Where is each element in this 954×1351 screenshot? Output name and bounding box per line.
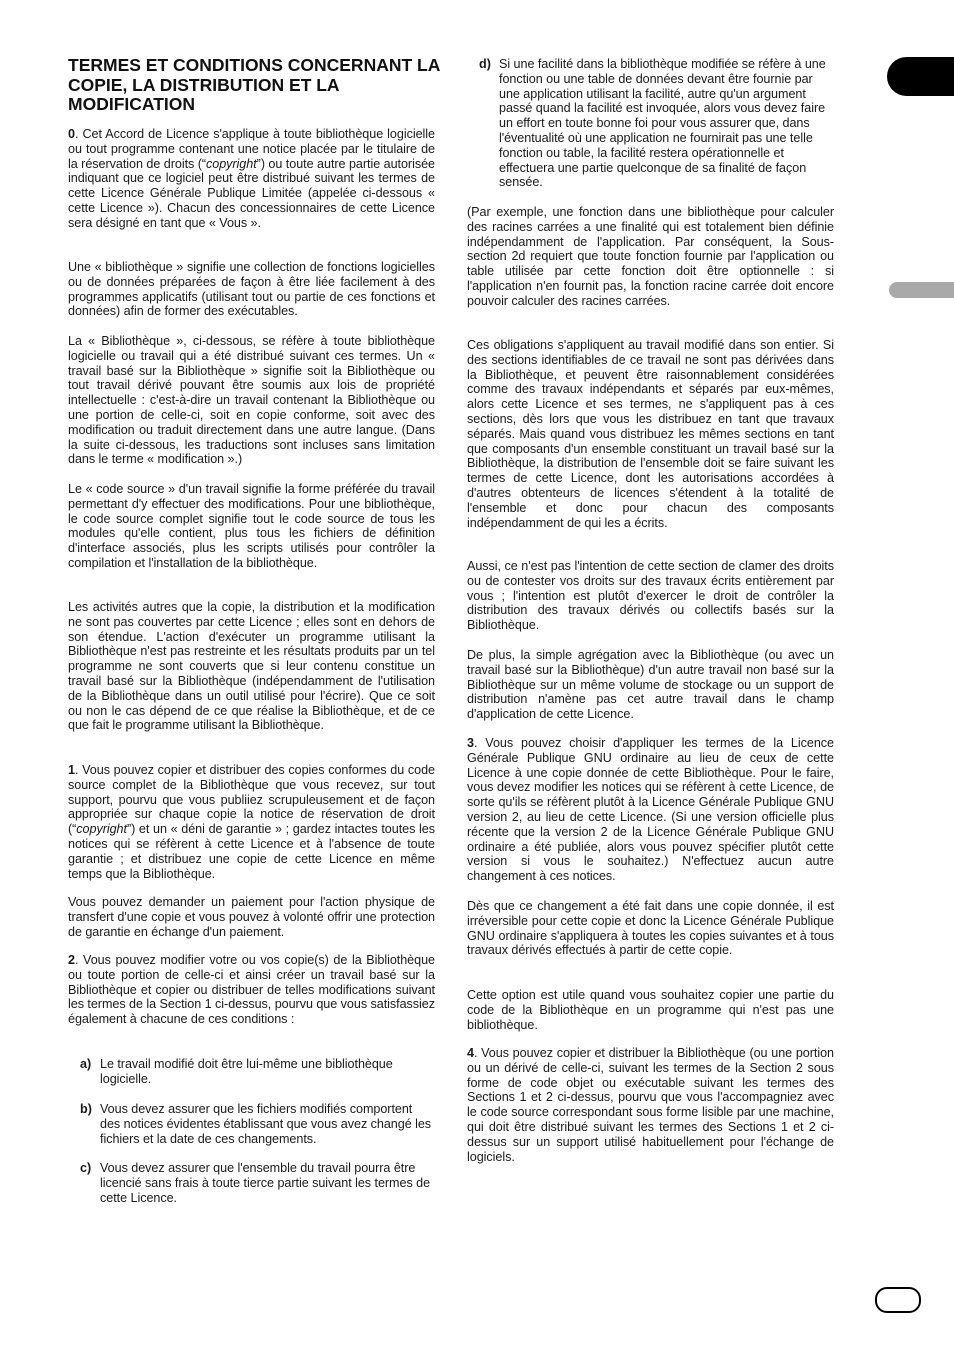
item-d: Si une facilité dans la bibliothèque modifiée se réfère à une fonction ou une table de données devant être fournie par une application utilisant la facilité, autre qu'un argument passé quand la facilité est invoquée, alors vous devez faire un effort en toute bonne foi pour vous assurer que, dans l'éventualité où une application ne fournirait pas une telle fonction ou table, la facilité restera opérationnelle et effectuera une partie quelconque de sa finalité de façon sensée. — [499, 57, 826, 190]
item-c: Vous devez assurer que l'ensemble du travail pourra être licencié sans frais à toute tierce partie suivant les termes de cette Licence. — [100, 1161, 431, 1205]
paragraph-1 — [68, 763, 435, 881]
paragraph-obligations: Ces obligations s'appliquent au travail modifié dans son entier. Si des sections identifiables de ce travail ne sont pas dérivées dans la Bibliothèque, et peuvent être raisonnablement considérées comme des travaux indépendants et séparés par eux-mêmes, alors cette Licence et ses termes, ne s'appliquent pas à ces sections, dès lors que vous les distribuez en tant que travaux séparés. Mais quand vous distribuez les mêmes sections en tant que composants d'un ensemble constituant un travail basé sur la Bibliothèque, la distribution de l'ensemble doit se faire suivant les termes de cette Licence, dont les autorisations accordées à d'autres obtenteurs de licences s'étendent à la totalité de l'ensemble et donc pour chacun des composants indépendamment de qui les a écrits. — [467, 338, 834, 530]
paragraph-intention: Aussi, ce n'est pas l'intention de cette section de clamer des droits ou de contester vos droits sur des travaux écrits entièrement par vous ; l'intention est plutôt d'exercer le droit de contrôler la distribution des travaux dérivés ou collectifs basés sur la Bibliothèque. — [467, 559, 834, 633]
section-number: 1 — [68, 763, 75, 777]
paragraph-aggregation: De plus, la simple agrégation avec la Bibliothèque (ou avec un travail basé sur la Bibliothèque) d'un autre travail non basé sur la Bibliothèque sur un même volume de stockage ou un support de distribution n'amène pas cet autre travail dans le champ d'application de cette Licence. — [467, 648, 834, 722]
section-number: 0 — [68, 127, 75, 141]
chapter-tab-marker — [887, 57, 954, 96]
paragraph-source-code: Le « code source » d'un travail signifie la forme préférée du travail permettant d'y effectuer des modifications. Pour une bibliothèque, le code source complet signifie tout le code source de tous les modules qu'elle contient, plus tous les fichiers de définition d'interface associés, plus les scripts utilisés pour contrôler la compilation et l'installation de la bibliothèque. — [68, 482, 435, 570]
paragraph-text: . Vous pouvez modifier votre ou vos copie(s) de la Bibliothèque ou toute portion de celle-ci et ainsi créer un travail basé sur la Bibliothèque et copier ou distribuer de telles modifications suivant les termes de la Section 1 ci-dessus, pourvu que vous satisfassiez également à chacune de ces conditions : — [68, 953, 435, 1027]
paragraph-text: ”) ou toute autre partie autorisée indiquant que ce logiciel peut être distribué suivant les termes de cette Licence Générale Publique Limitée (appelée ci-dessous « cette Licence »). Chacun des concessionnaires de cette Licence sera désigné en tant que « Vous ». — [68, 156, 435, 230]
item-b: Vous devez assurer que les fichiers modifiés comportent des notices évidentes établissant que vous avez changé les fichiers et la date de ces changements. — [100, 1102, 432, 1146]
item-label-b: b) — [80, 1102, 92, 1116]
section-number: 4 — [467, 1046, 474, 1060]
paragraph-text: ”) et un « déni de garantie » ; gardez intactes toutes les notices qui se réfèrent à cette Licence et à l'absence de toute garantie ; et distribuez une copie de cette Licence en même temps que la Bibliothèque. — [68, 822, 435, 881]
italic-term: copyright — [76, 822, 127, 837]
section-heading: TERMES ET CONDITIONS CONCERNANT LA COPIE, LA DISTRIBUTION ET LA MODIFICATION — [68, 55, 440, 114]
paragraph-text: . Vous pouvez copier et distribuer des copies conformes du code source complet de la Bibliothèque que vous recevez, sur tout support, pourvu que vous publiiez scrupuleusement et de façon appropriée sur chaque copie la notice de réservation de droit (“ — [68, 763, 435, 837]
paragraph-3 — [467, 736, 834, 884]
paragraph-payment: Vous pouvez demander un paiement pour l'action physique de transfert d'une copie et vous pouvez à volonté offrir une protection de garantie en échange d'un paiement. — [68, 895, 435, 939]
paragraph-4 — [467, 1046, 834, 1164]
paragraph-bibliotheque: La « Bibliothèque », ci-dessous, se réfère à toute bibliothèque logicielle ou travail qui a été distribué suivant ces termes. Un « travail basé sur la Bibliothèque » signifie soit la Bibliothèque ou tout travail dérivé pouvant être soumis aux lois de propriété intellectuelle : c'est-à-dire un travail contenant la Bibliothèque ou une portion de celle-ci, soit en copie conforme, soit avec des modification ou traduit directement dans une autre langue. (Dans la suite ci-dessous, les traductions sont incluses sans limitation dans le terme « modification ».) — [68, 334, 435, 467]
paragraph-2 — [68, 953, 435, 1027]
paragraph-library-definition: Une « bibliothèque » signifie une collection de fonctions logicielles ou de données préparées de façon à être liée facilement à des programmes applicatifs (utilisant tout ou partie de ces fonctions et données) afin de former des exécutables. — [68, 260, 435, 319]
item-label-a: a) — [80, 1057, 92, 1071]
paragraph-text: . Vous pouvez choisir d'appliquer les termes de la Licence Générale Publique GNU ordinaire au lieu de ceux de cette Licence à une copie donnée de cette Bibliothèque. Pour le faire, vous devez modifier les notices qui se réfèrent à cette Licence, de sorte qu'ils se réfèrent plutôt à la Licence Générale Publique GNU version 2, au lieu de cette Licence. (Si une version officielle plus récente que la version 2 de la Licence Générale Publique GNU ordinaire a été publiée, alors vous pouvez spécifier plutôt cette version si vous le souhaitez.) N'effectuez aucun autre changement à ces notices. — [467, 736, 834, 884]
paragraph-option: Cette option est utile quand vous souhaitez copier une partie du code de la Bibliothèque en un programme qui n'est pas une bibliothèque. — [467, 988, 834, 1032]
paragraph-text: . Vous pouvez copier et distribuer la Bibliothèque (ou une portion ou un dérivé de celle-ci, suivant les termes de la Section 2 sous forme de code objet ou exécutable suivant les termes des Sections 1 et 2 ci-dessus, pourvu que vous l'accompagniez avec le code source correspondant sous forme lisible par une machine, qui doit être distribué suivant les termes des Sections 1 et 2 ci-dessus sur un support utilisé habituellement pour l'échange de logiciels. — [467, 1046, 834, 1164]
item-label-c: c) — [80, 1161, 92, 1175]
paragraph-activities: Les activités autres que la copie, la distribution et la modification ne sont pas couvertes par cette Licence ; elles sont en dehors de son étendue. L'action d'exécuter un programme utilisant la Bibliothèque n'est pas restreinte et les résultats produits par un tel programme ne sont couverts que si leur contenu constitue un travail basé sur la Bibliothèque (indépendamment de l'utilisation de la Bibliothèque dans un outil utilisé pour l'écrire). Que ce soit ou non le cas dépend de ce que réalise la Bibliothèque, et de ce que fait le programme utilisant la Bibliothèque. — [68, 600, 435, 733]
paragraph-0 — [68, 127, 435, 231]
section-number: 2 — [68, 953, 75, 967]
language-tab-marker — [889, 282, 954, 298]
section-number: 3 — [467, 736, 474, 750]
italic-term: copyright — [206, 156, 257, 171]
paragraph-irreversible: Dès que ce changement a été fait dans une copie donnée, il est irréversible pour cette copie et donc la Licence Générale Publique GNU ordinaire s'appliquera à toutes les copies suivantes et à tous travaux dérivés effectués à partir de cette copie. — [467, 899, 834, 958]
item-label-d: d) — [479, 57, 491, 71]
paragraph-example: (Par exemple, une fonction dans une bibliothèque pour calculer des racines carrées a une finalité qui est totalement bien définie indépendamment de l'application. Par conséquent, la Sous-section 2d requiert que toute fonction fournie par l'application ou table utilisée par cette fonction doit être optionnelle : si l'application n'en fournit pas, la fonction racine carrée doit encore pouvoir calculer des racines carrées. — [467, 205, 834, 308]
paragraph-text: . Cet Accord de Licence s'applique à toute bibliothèque logicielle ou tout programme contenant une notice placée par le titulaire de la réservation de droits (“ — [68, 127, 435, 171]
page-number-oval — [875, 1287, 921, 1313]
item-a: Le travail modifié doit être lui-même une bibliothèque logicielle. — [100, 1057, 393, 1086]
